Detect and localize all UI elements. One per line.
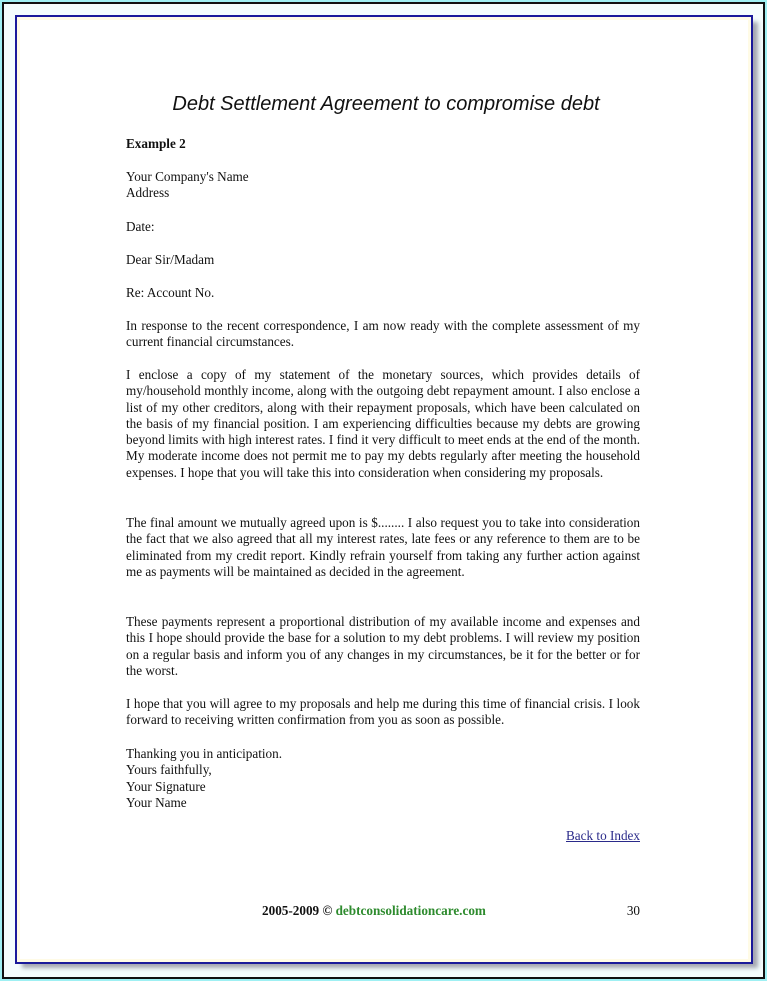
closing-sign-off: Yours faithfully,: [126, 762, 212, 778]
paragraph-5: I hope that you will agree to my proposals and help me during this time of financial crisis. I look forward to receiving written confirmation from you as soon as possible.: [126, 696, 640, 728]
sender-company: Your Company's Name: [126, 169, 249, 184]
closing-signature: Your Signature: [126, 778, 206, 794]
paragraph-4: These payments represent a proportional distribution of my available income and expenses and this I hope should provide the base for a solution to my debt problems. I will review my position on a regular basis and inform you of any changes in my circumstances, be it for the better or for the worst.: [126, 614, 640, 678]
document-title: Debt Settlement Agreement to compromise debt: [172, 93, 600, 115]
sender-block: [126, 169, 640, 202]
example-label: Example 2: [126, 136, 186, 151]
footer-years: 2005-2009 ©: [262, 903, 333, 918]
closing-thanks: Thanking you in anticipation.: [126, 746, 283, 761]
salutation: Dear Sir/Madam: [126, 252, 215, 267]
closing-block: [126, 746, 640, 811]
paragraph-3: The final amount we mutually agreed upon is $........ I also request you to take into consideration the fact that we also agreed that all my interest rates, late fees or any reference to them are to be eliminated from my credit report. Kindly refrain yourself from taking any further action against me as payments will be maintained as decided in the agreement.: [126, 515, 640, 579]
date-label: Date:: [126, 219, 155, 234]
document-page: [15, 15, 753, 964]
closing-name: Your Name: [126, 794, 187, 810]
account-reference: Re: Account No.: [126, 285, 215, 300]
sender-address: Address: [126, 185, 170, 201]
back-to-index-link[interactable]: Back to Index: [566, 828, 640, 843]
page-number: 30: [626, 903, 640, 918]
footer-site-link[interactable]: debtconsolidationcare.com: [335, 903, 486, 918]
footer-copyright: [262, 903, 486, 919]
paragraph-2: I enclose a copy of my statement of the monetary sources, which provides details of my/household monthly income, along with the outgoing debt repayment amount. I also enclose a list of my other creditors, along with their repayment proposals, which have been calculated on the basis of my financial position. I am experiencing difficulties because my debts are growing beyond limits with high interest rates. I find it very difficult to meet ends at the end of the month. My moderate income does not permit me to pay my debts regularly after meeting the household expenses. I hope that you will take this into consideration when considering my proposals.: [126, 367, 640, 480]
paragraph-1: In response to the recent correspondence, I am now ready with the complete assessment of my current financial circumstances.: [126, 318, 640, 350]
